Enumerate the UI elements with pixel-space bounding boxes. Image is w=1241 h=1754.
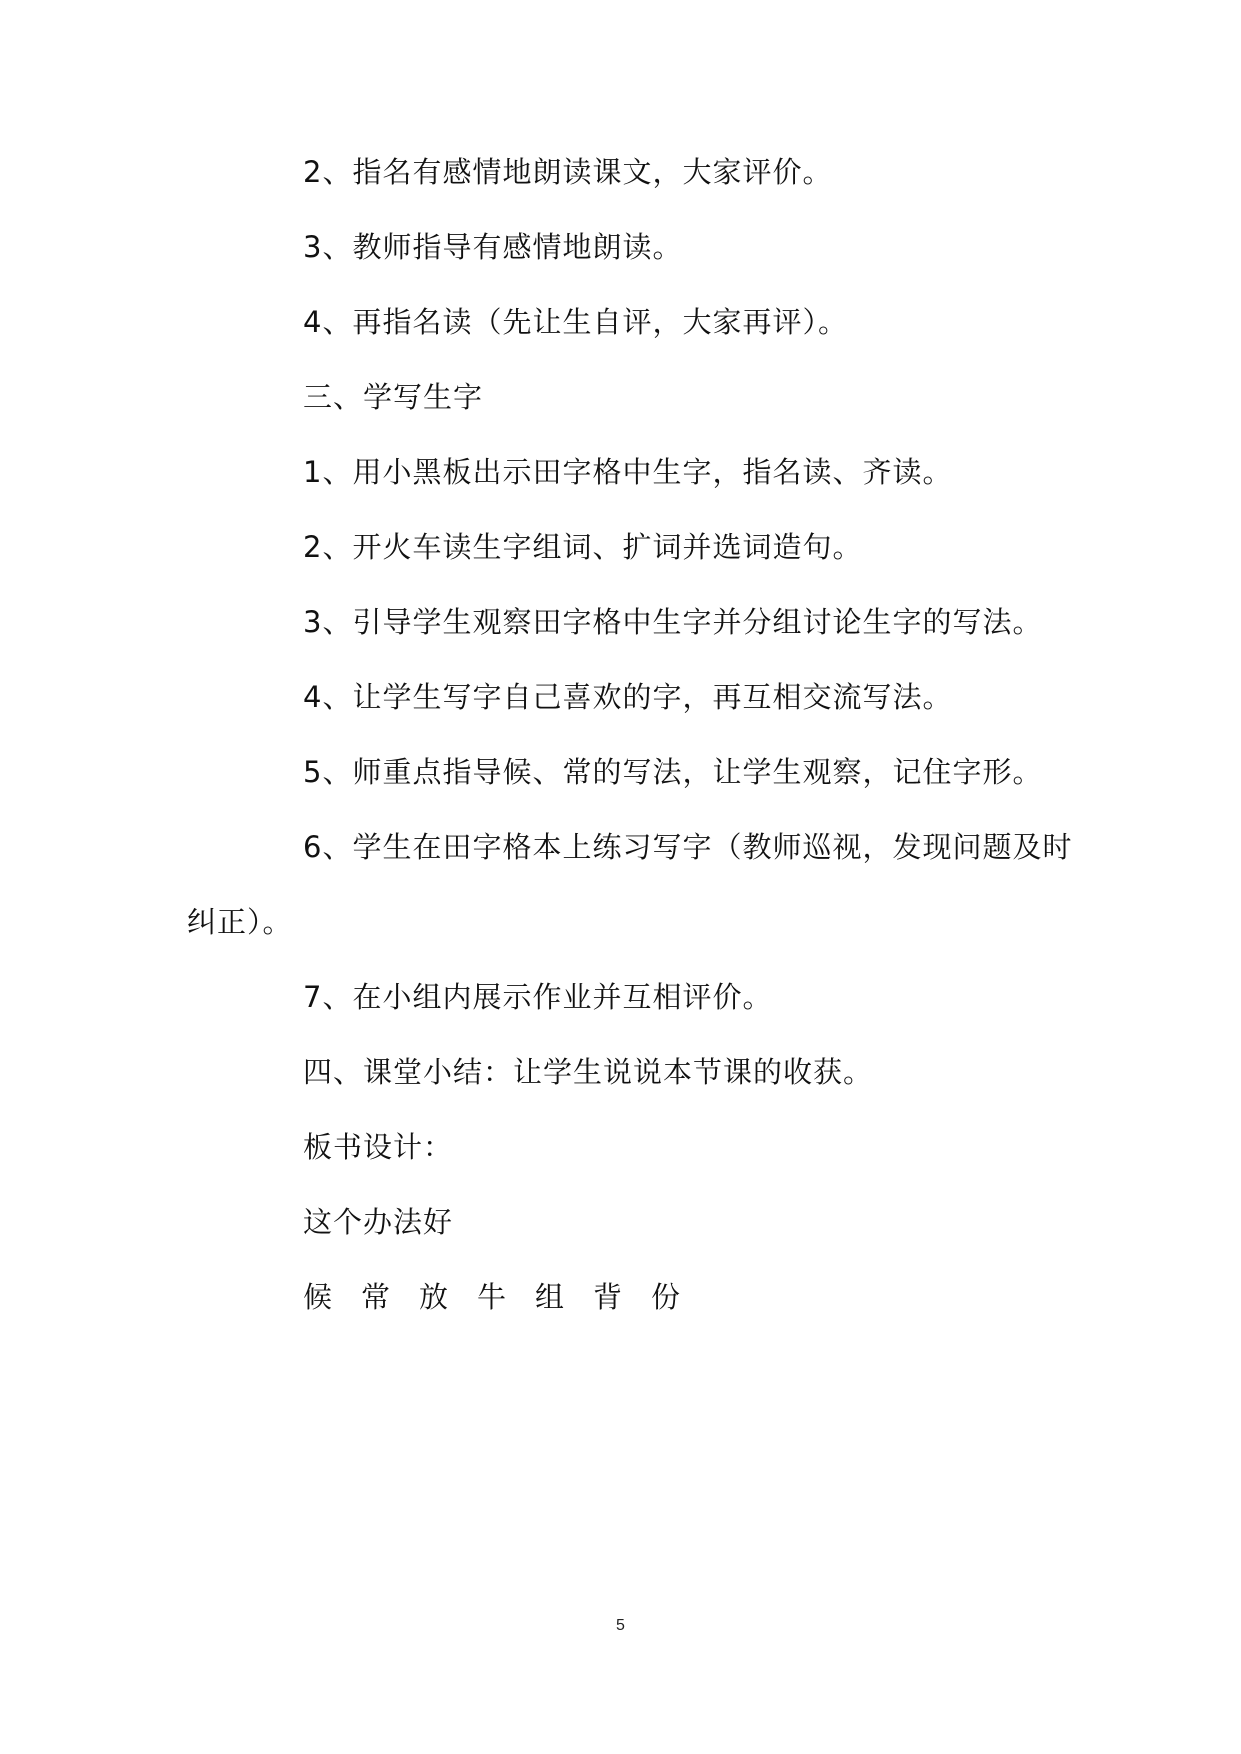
board-design-heading: 板书设计：	[303, 1130, 454, 1164]
page-number: 5	[616, 1617, 625, 1634]
text-line-5: 2、开火车读生字组词、扩词并选词造句。	[303, 530, 863, 564]
text-line-7: 4、让学生写字自己喜欢的字，再互相交流写法。	[303, 680, 953, 714]
text-line-6: 3、引导学生观察田字格中生字并分组讨论生字的写法。	[303, 605, 1043, 639]
text-line-10: 7、在小组内展示作业并互相评价。	[303, 980, 773, 1014]
section-heading-3: 三、学写生字	[303, 380, 484, 414]
board-characters: 候常放牛组背份	[303, 1280, 710, 1314]
text-line-3: 4、再指名读（先让生自评，大家再评）。	[303, 305, 848, 339]
section-heading-4: 四、课堂小结：让学生说说本节课的收获。	[303, 1055, 874, 1089]
text-line-9: 6、学生在田字格本上练习写字（教师巡视，发现问题及时	[303, 830, 1073, 864]
text-line-2: 3、教师指导有感情地朗读。	[303, 230, 683, 264]
text-line-8: 5、师重点指导候、常的写法，让学生观察，记住字形。	[303, 755, 1043, 789]
text-line-1: 2、指名有感情地朗读课文，大家评价。	[303, 155, 833, 189]
board-title: 这个办法好	[303, 1205, 454, 1239]
text-line-9-continued: 纠正）。	[187, 905, 293, 939]
text-line-4: 1、用小黑板出示田字格中生字，指名读、齐读。	[303, 455, 953, 489]
